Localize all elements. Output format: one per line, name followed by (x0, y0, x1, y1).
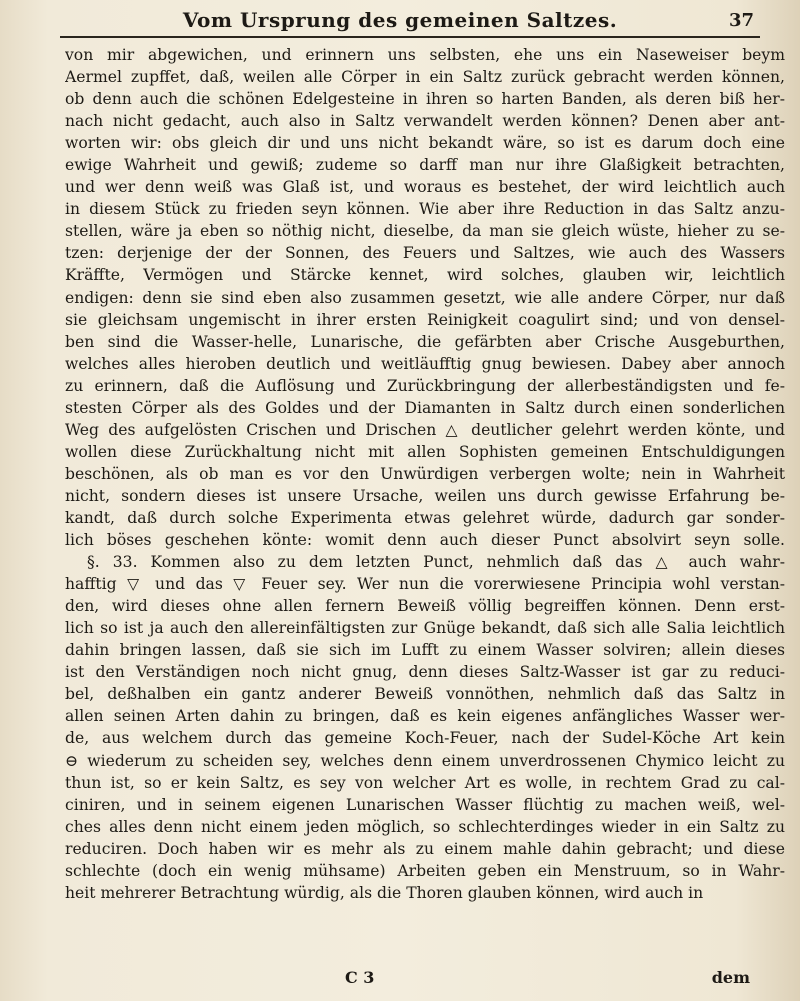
text-line: reduciren. Doch haben wir es mehr als zu einem mahle dahin gebracht; und diese (65, 839, 785, 858)
text-line: ben sind die Wasser-helle, Lunarische, die gefärbten aber Crische Ausgeburthen, (65, 332, 785, 351)
text-line: in diesem Stück zu frieden seyn können. Wie aber ihre Reduction in das Saltz anzu- (65, 200, 785, 219)
text-line: lich so ist ja auch den allereinfältigsten zur Gnüge bekandt, daß sich alle Salia leichtlich (65, 619, 785, 638)
text-line: dahin bringen lassen, daß sie sich im Lufft zu einem Wasser solviren; allein dieses (65, 641, 785, 660)
text-line: stesten Cörper als des Goldes und der Diamanten in Saltz durch einen sonderlichen (65, 398, 785, 417)
text-line: lich böses geschehen könte: womit denn auch dieser Punct absolvirt seyn solle. (65, 531, 785, 550)
text-line: hafftig ▽ und das ▽ Feuer sey. Wer nun die vorerwiesene Principia wohl verstan- (65, 575, 785, 594)
text-line: endigen: denn sie sind eben also zusammen gesetzt, wie alle andere Cörper, nur daß (65, 288, 785, 307)
text-line: thun ist, so er kein Saltz, es sey von welcher Art es wolle, in rechtem Grad zu cal- (65, 773, 785, 792)
page-header (0, 0, 800, 42)
text-line: ⊖ wiederum zu scheiden sey, welches denn einem unverdrossenen Chymico leicht zu (65, 751, 785, 770)
text-line: von mir abgewichen, und erinnern uns selbsten, ehe uns ein Naseweiser beym (65, 46, 785, 64)
body-text (65, 44, 785, 904)
running-title: Vom Ursprung des gemeinen Saltzes. (182, 8, 618, 32)
text-line: Weg des aufgelösten Crischen und Drischen △ deutlicher gelehrt werden könte, und (65, 420, 785, 439)
header-rule (60, 36, 760, 38)
text-line: den, wird dieses ohne allen fernern Beweiß völlig begreiffen können. Denn erst- (65, 597, 785, 616)
text-line: ewige Wahrheit und gewiß; zudeme so darff man nur ihre Glaßigkeit betrachten, (65, 156, 785, 175)
text-line: nicht, sondern dieses ist unsere Ursache, weilen uns durch gewisse Erfahrung be- (65, 486, 785, 505)
text-line: allen seinen Arten dahin zu bringen, daß es kein eigenes anfängliches Wasser wer- (65, 707, 785, 726)
section-heading-line: §. 33. Kommen also zu dem letzten Punct, nehmlich daß das △ auch wahr- (87, 553, 785, 572)
text-line: beschönen, als ob man es vor den Unwürdigen verbergen wolte; nein in Wahrheit (65, 464, 785, 483)
text-line: tzen: derjenige der der Sonnen, des Feuers und Saltzes, wie auch des Wassers (65, 244, 785, 263)
text-line: stellen, wäre ja eben so nöthig nicht, dieselbe, da man sie gleich wüste, hieher zu se- (65, 222, 785, 241)
text-line: worten wir: obs gleich dir und uns nicht bekandt wäre, so ist es darum doch eine (65, 134, 785, 153)
text-line: ob denn auch die schönen Edelgesteine in ihren so harten Banden, als deren biß her- (65, 90, 785, 109)
catchword: dem (711, 968, 750, 987)
text-line: Kräffte, Vermögen und Stärcke kennet, wird solches, glauben wir, leichtlich (65, 266, 785, 285)
text-line: wollen diese Zurückhaltung nicht mit allen Sophisten gemeinen Entschuldigungen (65, 442, 785, 461)
text-line: kandt, daß durch solche Experimenta etwas gelehret würde, dadurch gar sonder- (65, 508, 785, 527)
text-line: Aermel zupffet, daß, weilen alle Cörper in ein Saltz zurück gebracht werden können, (65, 68, 785, 87)
text-line: ist den Verständigen noch nicht gnug, denn dieses Saltz-Wasser ist gar zu reduci- (65, 663, 785, 682)
page-footer (0, 968, 800, 990)
text-line: welches alles hieroben deutlich und weitläufftig gnug bewiesen. Dabey aber annoch (65, 354, 785, 373)
text-line: nach nicht gedacht, auch also in Saltz verwandelt werden können? Denen aber ant- (65, 112, 785, 131)
text-line: heit mehrerer Betrachtung würdig, als die Thoren glauben können, wird auch in (65, 883, 704, 902)
text-line: und wer denn weiß was Glaß ist, und woraus es bestehet, der wird leichtlich auch (65, 178, 785, 197)
text-line: bel, deßhalben ein gantz anderer Beweiß vonnöthen, nehmlich daß das Saltz in (65, 685, 785, 704)
text-line: de, aus welchem durch das gemeine Koch-Feuer, nach der Sudel-Köche Art kein (65, 729, 785, 748)
signature-mark: C 3 (345, 968, 375, 987)
text-line: ches alles denn nicht einem jeden möglich, so schlechterdinges wieder in ein Saltz zu (65, 817, 785, 836)
text-line: sie gleichsam ungemischt in ihrer ersten Reinigkeit coagulirt sind; und von densel- (65, 310, 785, 329)
text-line: ciniren, und in seinem eigenen Lunarischen Wasser flüchtig zu machen weiß, wel- (65, 795, 785, 814)
text-line: schlechte (doch ein wenig mühsame) Arbeiten geben ein Menstruum, so in Wahr- (65, 861, 785, 880)
text-line: zu erinnern, daß die Auflösung und Zurückbringung der allerbeständigsten und fe- (65, 376, 785, 395)
page-number: 37 (728, 10, 754, 31)
